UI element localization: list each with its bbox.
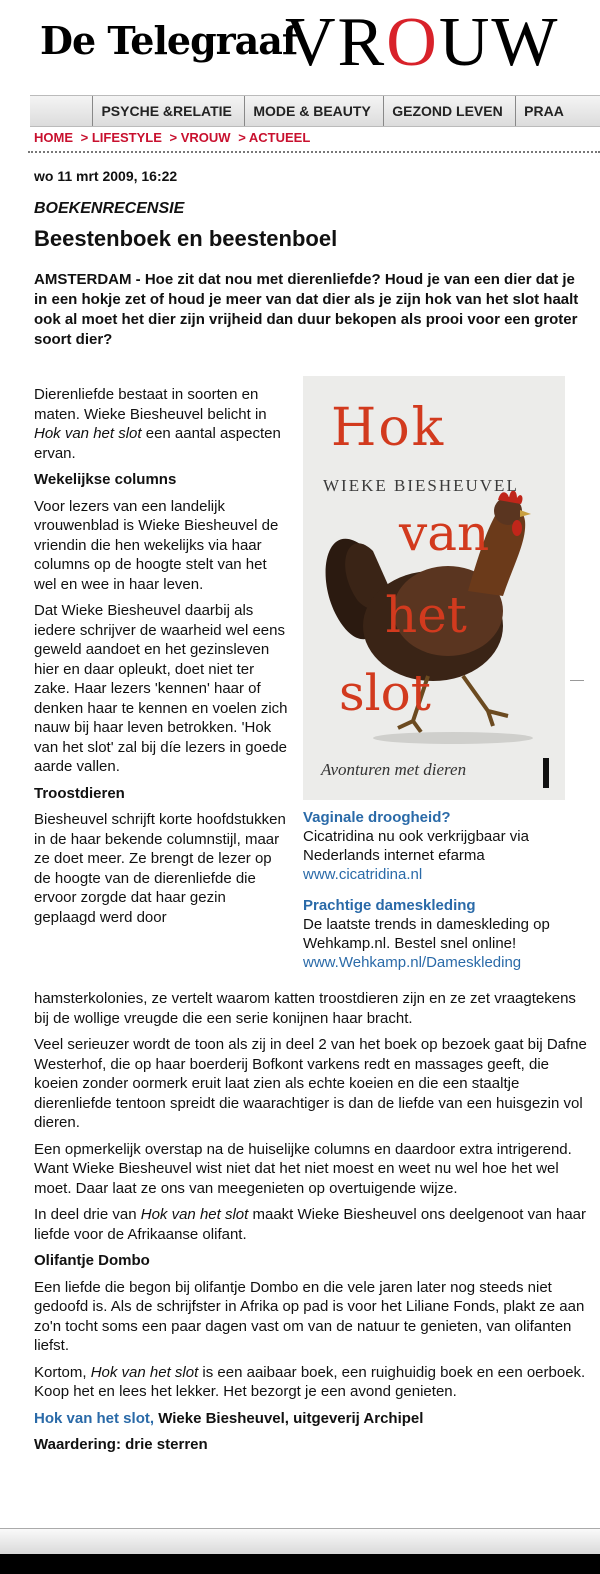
ad-text: De laatste trends in dameskleding op Wehkamp.nl. Bestel snel online! — [303, 916, 550, 952]
main-nav — [30, 95, 600, 127]
paragraph-7: In deel drie van Hok van het slot maakt Wieke Biesheuvel ons deelgenoot van haar liefde voor de Afrikaanse olifant. — [34, 1206, 587, 1243]
paragraph-5: Veel serieuzer wordt de toon als zij in deel 2 van het boek op bezoek gaat bij Dafne Westerhof, die op haar boerderij Bofkont varkens redt en massages geeft, die koeien zonder oormerk eruit laat zien als echte koeien en die een staaltje dierenliefde tentoon spreidt die waarachtiger is dan de liefde van een huisgezin vol dieren. — [34, 1036, 587, 1131]
ad-url-link[interactable]: www.cicatridina.nl — [303, 866, 423, 883]
ad-title-link[interactable]: Prachtige dameskleding — [303, 897, 476, 914]
breadcrumb-actueel[interactable]: > ACTUEEL — [238, 130, 311, 145]
book-source: Hok van het slot, Wieke Biesheuvel, uitgeverij Archipel — [34, 1409, 424, 1427]
paragraph-8: Een liefde die begon bij olifantje Dombo en die vele jaren later nog steeds niet gedoofd is. Als de schrijfster in Afrika op pad is voor het Liliane Fonds, plakt ze aan zo'n tocht soms een paar dagen vast om van de natuur te genieten, van olifanten liefst. — [34, 1278, 585, 1354]
cover-title-line-1: Hok — [331, 398, 446, 458]
cover-subtitle: Avonturen met dieren — [321, 760, 467, 779]
paragraph-4-start: Biesheuvel schrijft korte hoofdstukken in de haar bekende columnstijl, maar ze doet meer. Ze brengt de lezer op de hoogte van de dierenliefde die ervoor zorgde dat haar gezin geplaagd werd door — [34, 811, 286, 926]
publisher-mark-icon — [543, 758, 549, 788]
ad-block — [303, 896, 593, 972]
subhead-troostdieren: Troostdieren — [34, 784, 125, 802]
subhead-olifantje-dombo: Olifantje Dombo — [34, 1252, 150, 1269]
vrouw-logo[interactable]: VROUW — [285, 4, 560, 81]
paragraph-9: Kortom, Hok van het slot is een aaibaar boek, een ruighuidig boek en een oerboek. Koop het en lees het lekker. Het bezorgt je een avond genieten. — [34, 1363, 586, 1400]
nav-spacer — [30, 96, 88, 126]
article-kicker: BOEKENRECENSIE — [34, 200, 185, 217]
nav-item-praa[interactable]: PRAA — [515, 96, 572, 126]
article-title: Beestenboek en beestenboel — [34, 226, 338, 251]
cover-title-line-4: slot — [339, 664, 431, 722]
nav-item-psyche-relatie[interactable]: PSYCHE &RELATIE — [92, 96, 239, 126]
cover-author: WIEKE BIESHEUVEL — [323, 476, 519, 495]
article-lead: AMSTERDAM - Hoe zit dat nou met dierenliefde? Houd je van een dier dat je in een hokje zet of houd je meer van dat dier als je zijn hok van het slot haalt ook al moet het dier zijn vrijheid dan duur bekopen als prooi voor een groter soort dier? — [34, 271, 579, 348]
nav-item-gezond-leven[interactable]: GEZOND LEVEN — [383, 96, 510, 126]
sponsored-links — [303, 808, 593, 984]
paragraph-6: Een opmerkelijk overstap na de huiselijke columns en daardoor extra intrigerend. Want Wieke Biesheuvel wist niet dat het niet moest en weet nu wel hoe het wel moet. Daar laat ze ons van meegenieten op overtuigende wijze. — [34, 1140, 572, 1197]
masthead — [0, 0, 600, 95]
ad-title-link[interactable]: Vaginale droogheid? — [303, 809, 451, 826]
paragraph-3: Dat Wieke Biesheuvel daarbij als iedere schrijver de waarheid wel eens geweld aandoet en het gezinsleven hier en daar opleukt, doet niet ter zake. Haar lezers 'kennen' haar of denken haar te kennen en voelen zich nauw bij haar leven betrokken. 'Hok van het slot' zal bij díe lezers in goede aarde vallen. — [34, 602, 288, 775]
ad-block — [303, 808, 593, 884]
book-cover-image — [303, 376, 565, 800]
ad-text: Cicatridina nu ook verkrijgbaar via Nederlands internet efarma — [303, 828, 529, 864]
breadcrumb-lifestyle[interactable]: > LIFESTYLE — [80, 130, 162, 145]
ad-url-link[interactable]: www.Wehkamp.nl/Dameskleding — [303, 954, 522, 971]
breadcrumb — [34, 130, 314, 145]
book-title-link[interactable]: Hok van het slot, — [34, 1409, 155, 1427]
footer-black-strip — [0, 1554, 600, 1574]
telegraaf-logo[interactable]: De Telegraaf — [40, 18, 298, 63]
article-body-full — [34, 989, 594, 1462]
hairline-divider — [570, 680, 584, 681]
dotted-divider — [28, 151, 600, 153]
breadcrumb-home[interactable]: HOME — [34, 130, 73, 145]
paragraph-1: Dierenliefde bestaat in soorten en maten. Wieke Biesheuvel belicht in Hok van het slot een aantal aspecten ervan. — [34, 386, 281, 462]
cover-title-line-2: van — [399, 504, 490, 562]
article-body-left — [34, 385, 290, 927]
subhead-wekelijkse-columns: Wekelijkse columns — [34, 471, 177, 488]
article-date: wo 11 mrt 2009, 16:22 — [34, 168, 178, 184]
paragraph-4-end: hamsterkolonies, ze vertelt waarom katten troostdieren zijn en ze zet vraagtekens bij de wollige vreugde die een serie konijnen haar bracht. — [34, 990, 576, 1027]
cover-title-line-3: het — [385, 586, 467, 644]
nav-item-mode-beauty[interactable]: MODE & BEAUTY — [244, 96, 378, 126]
book-rating: Waardering: drie sterren — [34, 1436, 208, 1453]
paragraph-2: Voor lezers van een landelijk vrouwenblad is Wieke Biesheuvel de vriendin die hen wekelijks via haar columns op de hoogte stelt van het wel en wee in haar leven. — [34, 497, 279, 593]
breadcrumb-vrouw[interactable]: > VROUW — [169, 130, 231, 145]
footer-bar — [0, 1528, 600, 1555]
